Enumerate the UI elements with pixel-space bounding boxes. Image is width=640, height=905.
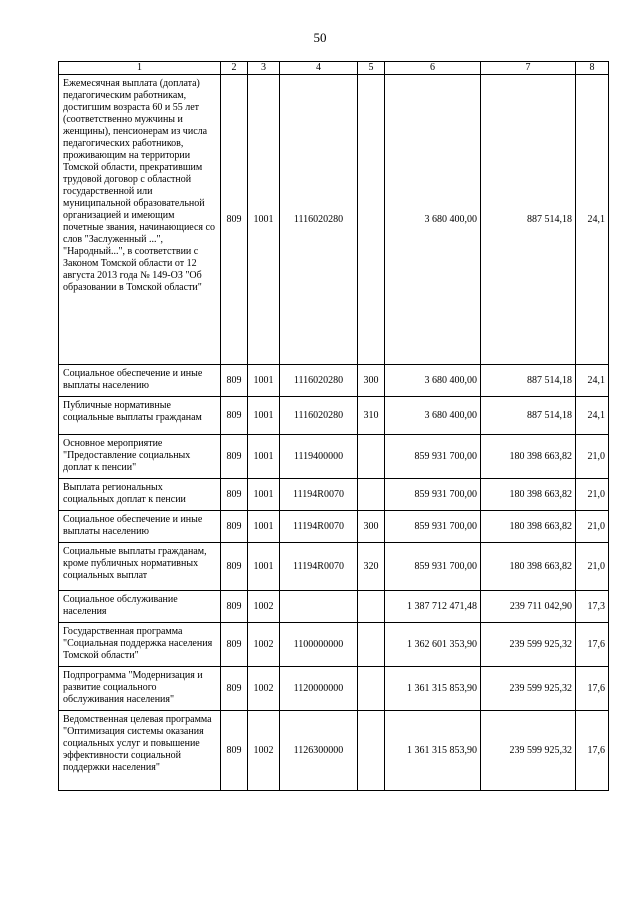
section-code-cell: 1002 [248, 591, 280, 623]
section-code-cell: 1001 [248, 397, 280, 435]
item-name-cell: Ежемесячная выплата (доплата) педагогическим работникам, достигшим возраста 60 и 55 лет (соответственно мужчины и женщины), пенсионерам из числа педагогических работников, проживающим на территории Томской области, прекратившим трудовой договор с областной государственной или муниципальной образовательной организацией и имеющим почетные звания, начинающиеся со слов "Заслуженный ...", "Народный...", в соответствии с Законом Томской области от 12 августа 2013 года № 149-ОЗ "Об образовании в Томской области" [59, 75, 221, 365]
expense-type-code-cell [358, 435, 385, 479]
plan-amount-cell: 1 361 315 853,90 [385, 667, 481, 711]
table-row [59, 511, 609, 543]
executed-amount-cell: 239 599 925,32 [481, 711, 576, 791]
column-header: 7 [481, 62, 576, 75]
header-row [59, 62, 609, 75]
table-row [59, 711, 609, 791]
section-code-cell: 1002 [248, 667, 280, 711]
ministry-code-cell: 809 [221, 397, 248, 435]
executed-amount-cell: 239 599 925,32 [481, 667, 576, 711]
target-article-code-cell: 11194R0070 [280, 543, 358, 591]
execution-percent-cell: 21,0 [576, 435, 609, 479]
execution-percent-cell: 21,0 [576, 543, 609, 591]
item-name-cell: Социальное обеспечение и иные выплаты населению [59, 365, 221, 397]
executed-amount-cell: 239 599 925,32 [481, 623, 576, 667]
plan-amount-cell: 859 931 700,00 [385, 543, 481, 591]
item-name-cell: Государственная программа "Социальная поддержка населения Томской области" [59, 623, 221, 667]
execution-percent-cell: 17,6 [576, 623, 609, 667]
ministry-code-cell: 809 [221, 711, 248, 791]
item-name-cell: Ведомственная целевая программа "Оптимизация системы оказания социальных услуг и повышение эффективности социальной поддержки населения" [59, 711, 221, 791]
target-article-code-cell [280, 591, 358, 623]
execution-percent-cell: 24,1 [576, 75, 609, 365]
ministry-code-cell: 809 [221, 543, 248, 591]
column-header: 2 [221, 62, 248, 75]
execution-percent-cell: 17,6 [576, 667, 609, 711]
target-article-code-cell: 11194R0070 [280, 479, 358, 511]
plan-amount-cell: 1 387 712 471,48 [385, 591, 481, 623]
section-code-cell: 1001 [248, 75, 280, 365]
expense-type-code-cell: 300 [358, 511, 385, 543]
plan-amount-cell: 3 680 400,00 [385, 75, 481, 365]
ministry-code-cell: 809 [221, 435, 248, 479]
ministry-code-cell: 809 [221, 623, 248, 667]
section-code-cell: 1001 [248, 479, 280, 511]
item-name-cell: Подпрограмма "Модернизация и развитие социального обслуживания населения" [59, 667, 221, 711]
ministry-code-cell: 809 [221, 365, 248, 397]
target-article-code-cell: 1120000000 [280, 667, 358, 711]
item-name-cell: Публичные нормативные социальные выплаты гражданам [59, 397, 221, 435]
budget-table [58, 61, 609, 791]
executed-amount-cell: 180 398 663,82 [481, 511, 576, 543]
ministry-code-cell: 809 [221, 667, 248, 711]
target-article-code-cell: 1119400000 [280, 435, 358, 479]
item-name-cell: Социальные выплаты гражданам, кроме публичных нормативных социальных выплат [59, 543, 221, 591]
executed-amount-cell: 180 398 663,82 [481, 435, 576, 479]
target-article-code-cell: 1126300000 [280, 711, 358, 791]
ministry-code-cell: 809 [221, 75, 248, 365]
section-code-cell: 1001 [248, 543, 280, 591]
item-name-cell: Социальное обслуживание населения [59, 591, 221, 623]
plan-amount-cell: 3 680 400,00 [385, 397, 481, 435]
expense-type-code-cell [358, 623, 385, 667]
table-row [59, 365, 609, 397]
expense-type-code-cell: 310 [358, 397, 385, 435]
expense-type-code-cell [358, 711, 385, 791]
executed-amount-cell: 180 398 663,82 [481, 479, 576, 511]
expense-type-code-cell [358, 479, 385, 511]
column-header: 4 [280, 62, 358, 75]
table-row [59, 543, 609, 591]
execution-percent-cell: 21,0 [576, 511, 609, 543]
column-header: 1 [59, 62, 221, 75]
section-code-cell: 1002 [248, 623, 280, 667]
executed-amount-cell: 180 398 663,82 [481, 543, 576, 591]
expense-type-code-cell [358, 75, 385, 365]
plan-amount-cell: 1 361 315 853,90 [385, 711, 481, 791]
ministry-code-cell: 809 [221, 511, 248, 543]
execution-percent-cell: 17,6 [576, 711, 609, 791]
column-header: 3 [248, 62, 280, 75]
page-number: 50 [313, 30, 327, 45]
target-article-code-cell: 1116020280 [280, 365, 358, 397]
plan-amount-cell: 859 931 700,00 [385, 511, 481, 543]
table-row [59, 479, 609, 511]
column-header: 5 [358, 62, 385, 75]
plan-amount-cell: 859 931 700,00 [385, 435, 481, 479]
table-row [59, 667, 609, 711]
target-article-code-cell: 1100000000 [280, 623, 358, 667]
expense-type-code-cell [358, 591, 385, 623]
table-row [59, 397, 609, 435]
expense-type-code-cell: 300 [358, 365, 385, 397]
plan-amount-cell: 3 680 400,00 [385, 365, 481, 397]
table-row [59, 435, 609, 479]
section-code-cell: 1001 [248, 365, 280, 397]
table-row [59, 591, 609, 623]
column-header: 6 [385, 62, 481, 75]
execution-percent-cell: 17,3 [576, 591, 609, 623]
execution-percent-cell: 24,1 [576, 365, 609, 397]
target-article-code-cell: 11194R0070 [280, 511, 358, 543]
execution-percent-cell: 21,0 [576, 479, 609, 511]
target-article-code-cell: 1116020280 [280, 397, 358, 435]
ministry-code-cell: 809 [221, 591, 248, 623]
target-article-code-cell: 1116020280 [280, 75, 358, 365]
section-code-cell: 1001 [248, 511, 280, 543]
section-code-cell: 1001 [248, 435, 280, 479]
executed-amount-cell: 887 514,18 [481, 75, 576, 365]
executed-amount-cell: 239 711 042,90 [481, 591, 576, 623]
item-name-cell: Социальное обеспечение и иные выплаты населению [59, 511, 221, 543]
column-header: 8 [576, 62, 609, 75]
section-code-cell: 1002 [248, 711, 280, 791]
execution-percent-cell: 24,1 [576, 397, 609, 435]
expense-type-code-cell [358, 667, 385, 711]
ministry-code-cell: 809 [221, 479, 248, 511]
plan-amount-cell: 1 362 601 353,90 [385, 623, 481, 667]
item-name-cell: Выплата региональных социальных доплат к пенсии [59, 479, 221, 511]
plan-amount-cell: 859 931 700,00 [385, 479, 481, 511]
executed-amount-cell: 887 514,18 [481, 397, 576, 435]
table-row [59, 75, 609, 365]
item-name-cell: Основное мероприятие "Предоставление социальных доплат к пенсии" [59, 435, 221, 479]
executed-amount-cell: 887 514,18 [481, 365, 576, 397]
expense-type-code-cell: 320 [358, 543, 385, 591]
table-row [59, 623, 609, 667]
